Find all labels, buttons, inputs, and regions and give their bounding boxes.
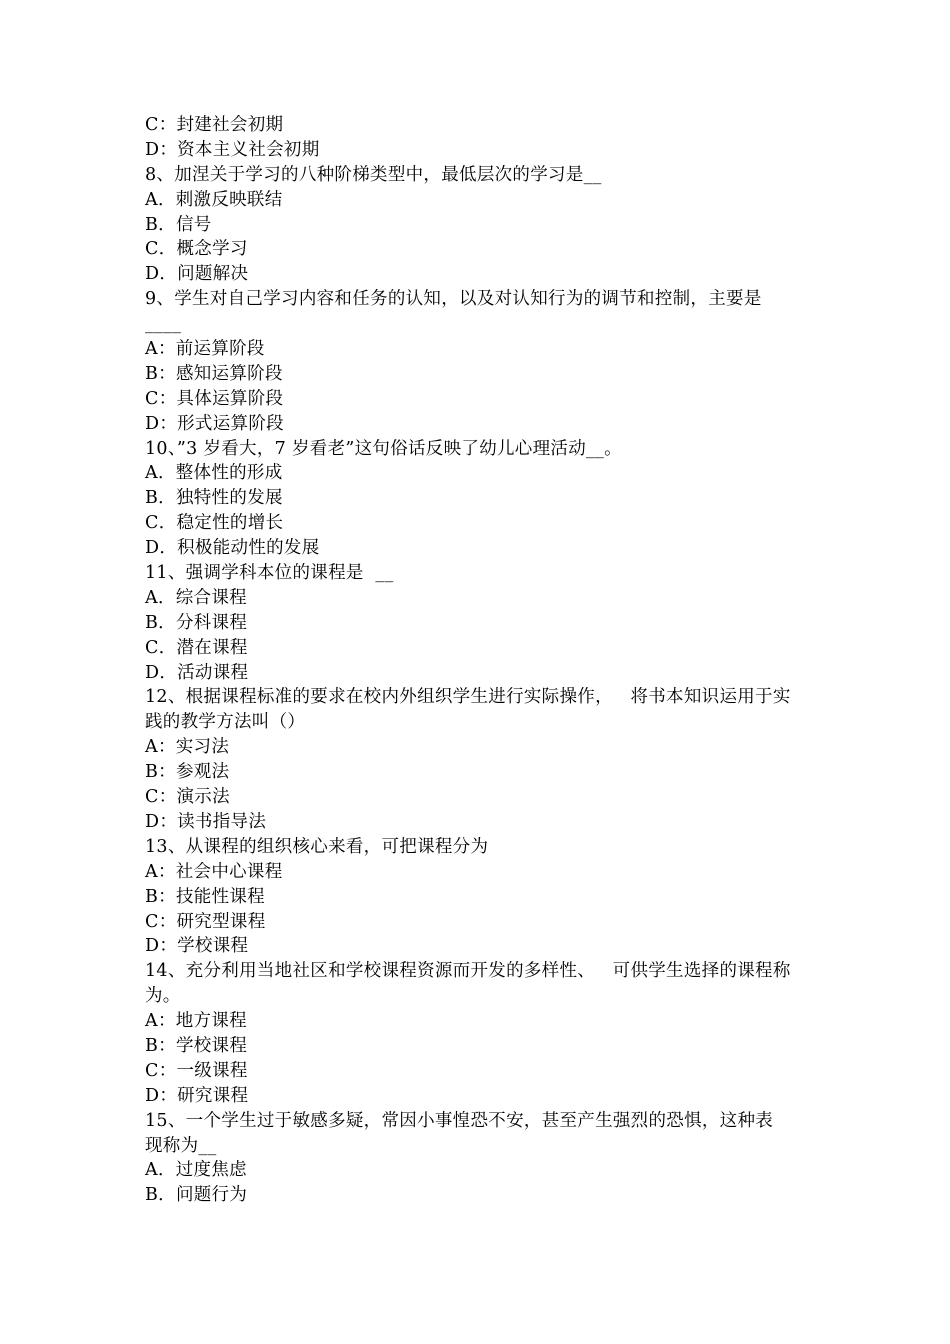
option-text: B：学校课程: [145, 1035, 248, 1056]
text-line: C：封建社会初期: [145, 115, 284, 135]
option-text: B．独特性的发展: [145, 488, 283, 509]
question-text: 9、学生对自己学习内容和任务的认知，以及对认知行为的调节和控制，主要是: [145, 289, 762, 310]
document-page: [145, 113, 813, 1208]
option-text: A：实习法: [145, 737, 230, 758]
option-text: A．整体性的形成: [145, 463, 283, 484]
option-text: B：感知运算阶段: [145, 363, 283, 384]
option-text: A．刺激反映联结: [145, 189, 283, 210]
option-text: B：参观法: [145, 762, 230, 783]
question-text: 为。: [145, 986, 181, 1007]
option-text: B：技能性课程: [145, 886, 265, 907]
question-text: 15、一个学生过于敏感多疑，常因小事惶恐不安，甚至产生强烈的恐惧，这种表: [145, 1110, 774, 1131]
option-text: A．综合课程: [145, 587, 247, 608]
option-text: D：学校课程: [145, 936, 249, 957]
option-text: A：社会中心课程: [145, 861, 283, 882]
question-text: 14、充分利用当地社区和学校课程资源而开发的多样性、 可供学生选择的课程称: [145, 961, 791, 982]
option-text: C：演示法: [145, 787, 230, 808]
option-text: D．问题解决: [145, 264, 249, 285]
option-text: A：前运算阶段: [145, 339, 265, 360]
option-text: D：形式运算阶段: [145, 413, 284, 434]
option-text: D：读书指导法: [145, 811, 267, 832]
question-text: 12、根据课程标准的要求在校内外组织学生进行实际操作， 将书本知识运用于实: [145, 687, 791, 708]
question-text: 8、加涅关于学习的八种阶梯类型中，最低层次的学习是__: [145, 164, 602, 185]
option-text: D：研究课程: [145, 1085, 249, 1106]
option-text: D．积极能动性的发展: [145, 538, 320, 559]
option-text: A：地方课程: [145, 1011, 247, 1032]
option-text: C：一级课程: [145, 1060, 248, 1081]
option-text: C．概念学习: [145, 239, 248, 260]
option-text: A．过度焦虑: [145, 1160, 247, 1181]
option-text: B．信号: [145, 214, 212, 235]
question-text: 10、”3 岁看大，7 岁看老”这句俗话反映了幼儿心理活动__。: [145, 438, 622, 459]
option-text: C．潜在课程: [145, 637, 248, 658]
question-text: 践的教学方法叫（）: [145, 712, 306, 733]
option-text: B．分科课程: [145, 612, 248, 633]
option-text: D．活动课程: [145, 662, 249, 683]
question-text: 11、强调学科本位的课程是 __: [145, 563, 394, 584]
text-line: D：资本主义社会初期: [145, 139, 320, 160]
option-text: C：研究型课程: [145, 911, 266, 932]
option-text: C．稳定性的增长: [145, 513, 284, 534]
question-text: 现称为__: [145, 1135, 217, 1156]
question-text: ____: [145, 314, 182, 335]
option-text: B．问题行为: [145, 1185, 248, 1206]
option-text: C：具体运算阶段: [145, 388, 284, 409]
question-text: 13、从课程的组织核心来看，可把课程分为: [145, 836, 489, 857]
